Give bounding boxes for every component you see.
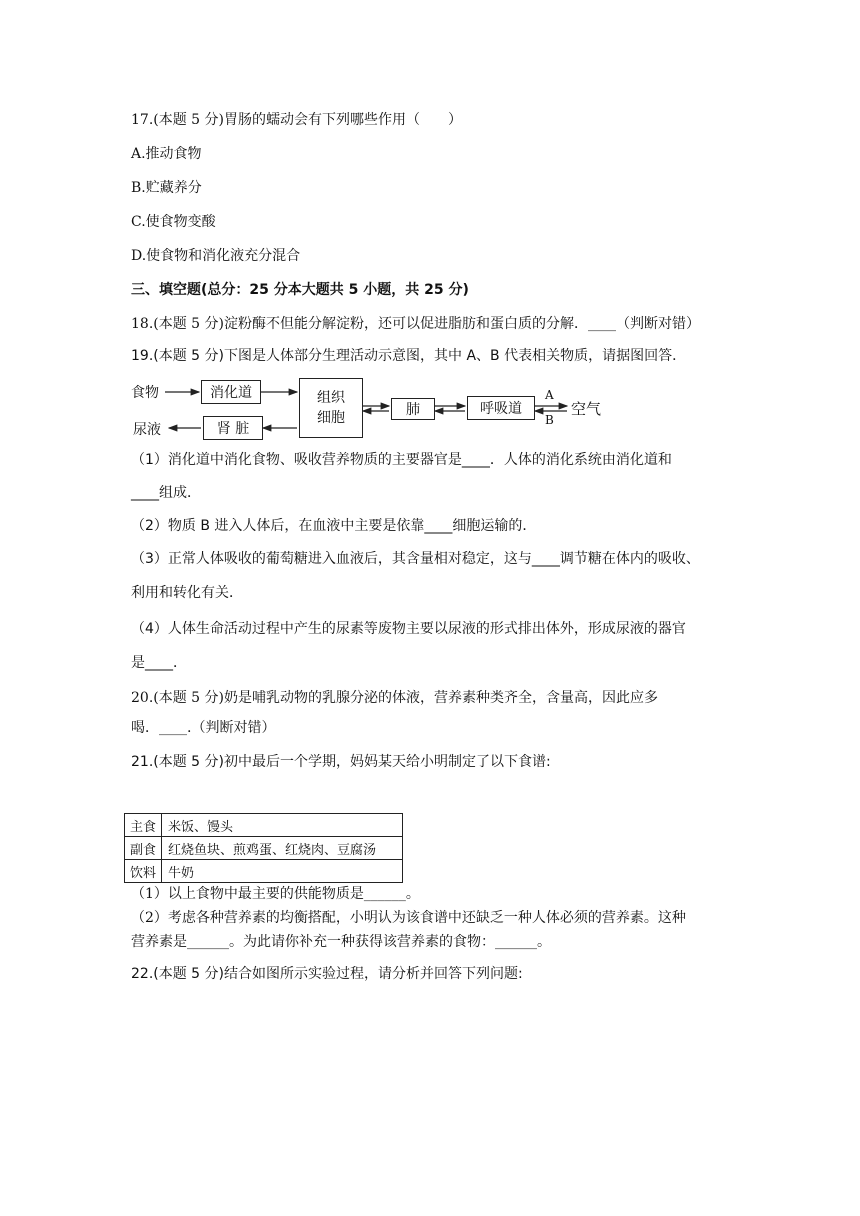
question-19-sub3-line2: 利用和转化有关．: [131, 585, 243, 601]
question-21-sub1: （1）以上食物中最主要的供能物质是______。: [131, 886, 420, 902]
table-cell-items: 红烧鱼块、煎鸡蛋、红烧肉、豆腐汤: [162, 837, 403, 860]
respiratory-tract-box: 呼吸道: [467, 396, 535, 420]
table-cell-category: 饮料: [125, 860, 162, 883]
question-18-stem: 18.(本题 5 分)淀粉酶不但能分解淀粉，还可以促进脂肪和蛋白质的分解．____（判断对错）: [131, 316, 700, 332]
question-19-sub2: （2）物质 B 进入人体后，在血液中主要是依靠____细胞运输的．: [131, 518, 537, 534]
question-20-line2: 喝．____.（判断对错）: [131, 720, 276, 736]
urine-label: 尿液: [133, 422, 161, 438]
substance-a-label: A: [545, 388, 554, 402]
physiology-diagram: [131, 378, 621, 442]
question-19-stem: 19.(本题 5 分)下图是人体部分生理活动示意图，其中 A、B 代表相关物质，请据图回答．: [131, 348, 687, 364]
question-17-option-c: C.使食物变酸: [131, 214, 216, 230]
menu-table: [124, 813, 403, 883]
table-row: [125, 860, 403, 883]
table-cell-items: 米饭、馒头: [162, 814, 403, 837]
table-row: [125, 837, 403, 860]
tissue-cell-line-1: 组织: [317, 390, 345, 406]
substance-b-label: B: [545, 413, 554, 427]
question-19-sub1-line1: （1）消化道中消化食物、吸收营养物质的主要器官是____．人体的消化系统由消化道和: [131, 452, 672, 468]
question-17-option-d: D.使食物和消化液充分混合: [131, 248, 301, 264]
question-19-sub4-line2: 是____．: [131, 655, 187, 671]
tissue-cell-line-2: 细胞: [317, 410, 345, 426]
question-21-stem: 21.(本题 5 分)初中最后一个学期，妈妈某天给小明制定了以下食谱:: [131, 754, 551, 770]
air-label: 空气: [571, 400, 602, 418]
question-17-option-b: B.贮藏养分: [131, 180, 202, 196]
question-19-sub1-line2: ____组成．: [131, 485, 201, 501]
question-22-stem: 22.(本题 5 分)结合如图所示实验过程，请分析并回答下列问题:: [131, 966, 523, 982]
question-21-sub2-line2: 营养素是______。为此请你补充一种获得该营养素的食物：______。: [131, 934, 551, 950]
table-cell-items: 牛奶: [162, 860, 403, 883]
food-label: 食物: [131, 385, 159, 401]
table-cell-category: 副食: [125, 837, 162, 860]
question-17-stem: 17.(本题 5 分)胃肠的蠕动会有下列哪些作用（ ）: [131, 112, 462, 128]
question-19-sub4-line1: （4）人体生命活动过程中产生的尿素等废物主要以尿液的形式排出体外，形成尿液的器官: [131, 621, 686, 637]
kidney-box: 肾 脏: [203, 416, 263, 440]
question-17-option-a: A.推动食物: [131, 146, 202, 162]
table-cell-category: 主食: [125, 814, 162, 837]
question-21-sub2-line1: （2）考虑各种营养素的均衡搭配，小明认为该食谱中还缺乏一种人体必须的营养素。这种: [131, 910, 686, 926]
table-row: [125, 814, 403, 837]
question-19-sub3-line1: （3）正常人体吸收的葡萄糖进入血液后，其含量相对稳定，这与____调节糖在体内的吸收、: [131, 551, 700, 567]
section-3-title: 三、填空题(总分：25 分本大题共 5 小题，共 25 分): [131, 282, 469, 298]
question-20-line1: 20.(本题 5 分)奶是哺乳动物的乳腺分泌的体液，营养素种类齐全，含量高，因此应多: [131, 690, 658, 706]
digestive-tract-box: 消化道: [201, 380, 261, 404]
tissue-cell-box: [299, 378, 363, 438]
lung-box: 肺: [391, 398, 435, 420]
